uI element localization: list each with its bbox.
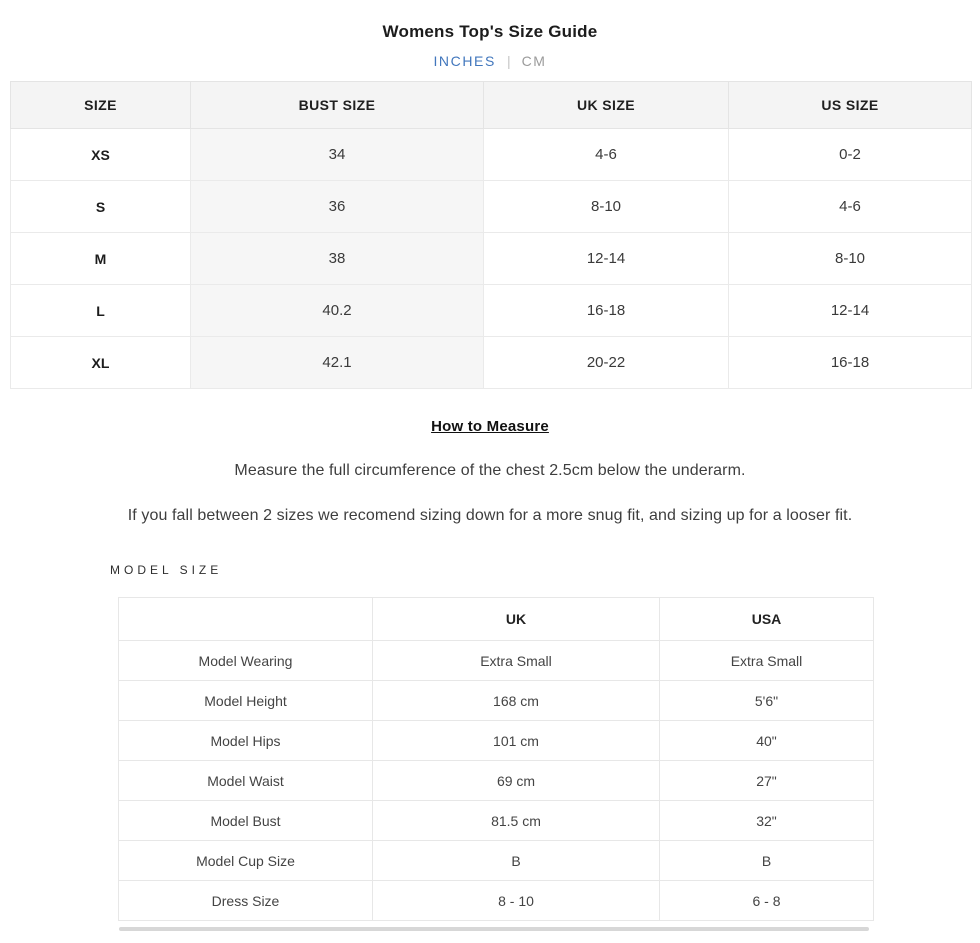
- cell-us: 8-10: [729, 233, 972, 285]
- model-uk-value: 168 cm: [373, 681, 660, 721]
- model-size-table: [118, 597, 874, 921]
- cell-bust: 42.1: [191, 337, 484, 389]
- cell-us: 16-18: [729, 337, 972, 389]
- table-row: [11, 129, 972, 181]
- cell-uk: 20-22: [484, 337, 729, 389]
- cell-size: S: [11, 181, 191, 233]
- table-row: [119, 641, 874, 681]
- model-usa-value: 40": [660, 721, 874, 761]
- table-row: [11, 233, 972, 285]
- model-usa-value: B: [660, 841, 874, 881]
- cell-bust: 38: [191, 233, 484, 285]
- unit-toggle: [0, 53, 980, 69]
- cell-size: XS: [11, 129, 191, 181]
- cell-us: 12-14: [729, 285, 972, 337]
- cell-bust: 40.2: [191, 285, 484, 337]
- unit-inches-tab[interactable]: INCHES: [433, 53, 496, 69]
- model-size-table-container: [118, 597, 980, 921]
- table-row: [119, 761, 874, 801]
- cell-bust: 34: [191, 129, 484, 181]
- cell-size: M: [11, 233, 191, 285]
- table-row: [119, 681, 874, 721]
- how-to-measure-heading: How to Measure: [431, 418, 549, 435]
- model-attribute: Model Hips: [119, 721, 373, 761]
- table-row: [119, 841, 874, 881]
- model-table-header-row: [119, 598, 874, 641]
- cell-bust: 36: [191, 181, 484, 233]
- col-header-us-size: US SIZE: [729, 82, 972, 129]
- model-col-header-usa: USA: [660, 598, 874, 641]
- model-attribute: Model Height: [119, 681, 373, 721]
- table-row: [119, 801, 874, 841]
- model-attribute: Model Wearing: [119, 641, 373, 681]
- col-header-bust-size: BUST SIZE: [191, 82, 484, 129]
- col-header-uk-size: UK SIZE: [484, 82, 729, 129]
- unit-cm-tab[interactable]: CM: [521, 53, 547, 69]
- model-col-header-uk: UK: [373, 598, 660, 641]
- measure-instruction-line2: If you fall between 2 sizes we recomend sizing down for a more snug fit, and sizing up for a looser fit.: [127, 507, 853, 524]
- model-attribute: Model Cup Size: [119, 841, 373, 881]
- model-uk-value: 8 - 10: [373, 881, 660, 921]
- model-uk-value: 101 cm: [373, 721, 660, 761]
- cell-uk: 12-14: [484, 233, 729, 285]
- table-row: [11, 285, 972, 337]
- model-attribute: Dress Size: [119, 881, 373, 921]
- measure-instruction-line1: Measure the full circumference of the chest 2.5cm below the underarm.: [234, 462, 746, 479]
- cell-us: 0-2: [729, 129, 972, 181]
- unit-separator: |: [506, 53, 511, 69]
- size-table: [10, 81, 972, 389]
- cell-us: 4-6: [729, 181, 972, 233]
- size-table-container: [10, 81, 971, 389]
- table-row: [119, 721, 874, 761]
- table-row: [11, 181, 972, 233]
- table-row: [119, 881, 874, 921]
- model-attribute: Model Bust: [119, 801, 373, 841]
- col-header-size: SIZE: [11, 82, 191, 129]
- horizontal-scrollbar[interactable]: [119, 927, 869, 931]
- model-usa-value: 27": [660, 761, 874, 801]
- model-uk-value: B: [373, 841, 660, 881]
- model-uk-value: 81.5 cm: [373, 801, 660, 841]
- model-usa-value: 32": [660, 801, 874, 841]
- model-usa-value: Extra Small: [660, 641, 874, 681]
- size-table-header-row: [11, 82, 972, 129]
- model-uk-value: Extra Small: [373, 641, 660, 681]
- table-row: [11, 337, 972, 389]
- model-col-header-blank: [119, 598, 373, 641]
- model-usa-value: 5'6": [660, 681, 874, 721]
- model-attribute: Model Waist: [119, 761, 373, 801]
- cell-uk: 8-10: [484, 181, 729, 233]
- cell-size: L: [11, 285, 191, 337]
- page-title: Womens Top's Size Guide: [382, 22, 598, 41]
- cell-size: XL: [11, 337, 191, 389]
- cell-uk: 16-18: [484, 285, 729, 337]
- model-size-label: MODEL SIZE: [110, 563, 223, 577]
- cell-uk: 4-6: [484, 129, 729, 181]
- model-uk-value: 69 cm: [373, 761, 660, 801]
- model-usa-value: 6 - 8: [660, 881, 874, 921]
